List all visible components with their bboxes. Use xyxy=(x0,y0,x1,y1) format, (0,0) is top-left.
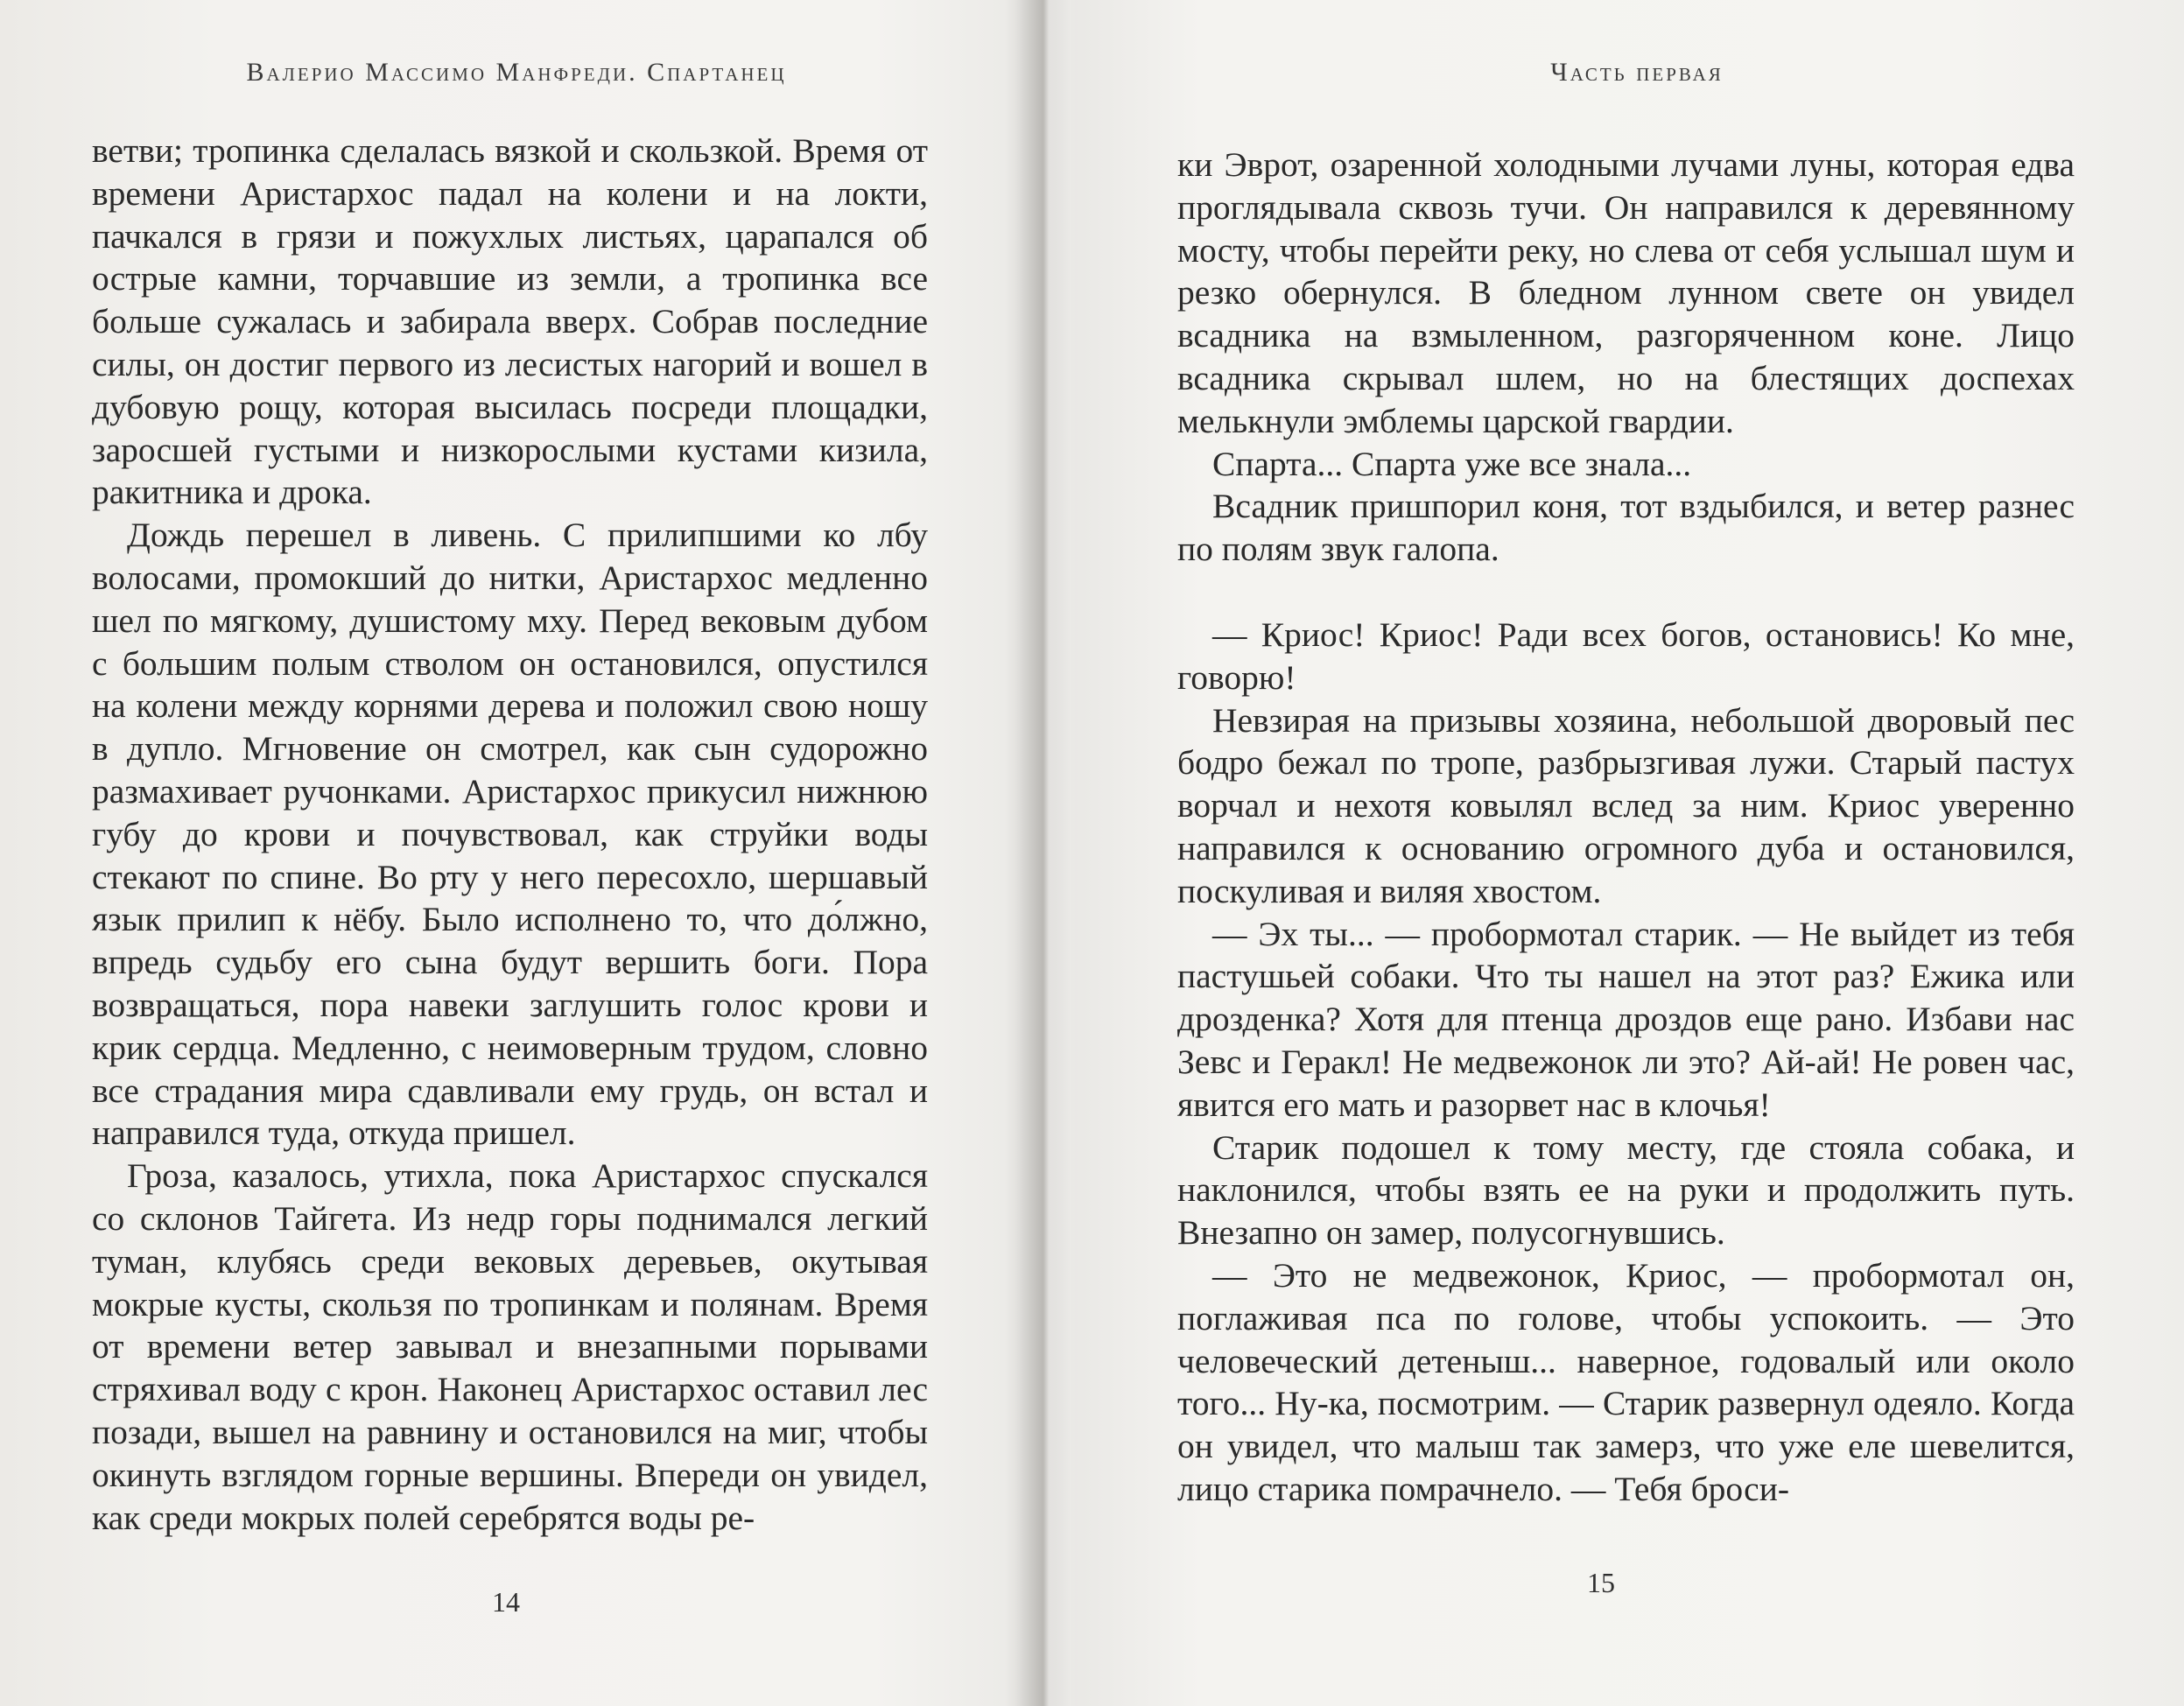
left-page xyxy=(0,0,1037,1706)
running-head-right: Часть первая xyxy=(1550,58,1724,87)
paragraph: ки Эврот, озаренной холодными лучами луны, которая едва проглядывала сквозь тучи. Он направился к деревянному мосту, чтобы перейти реку, но слева от себя услышал шум и резко обернулся. В бледном лунном свете он увидел всадника на взмыленном, разгоряченном коне. Лицо всадника скрывал шлем, но на блестящих доспехах мелькнули эмблемы царской гвардии. xyxy=(1177,145,2075,440)
right-page xyxy=(1050,0,2184,1706)
left-page-text xyxy=(92,130,928,1539)
paragraph: Невзирая на призывы хозяина, небольшой дворовый пес бодро бежал по тропе, разбрызгивая лужи. Старый пастух ворчал и нехотя ковылял вслед за ним. Криос уверенно направился к основанию огромного дуба и остановился, поскуливая и виляя хвостом. xyxy=(1177,700,2075,910)
paragraph: Старик подошел к тому месту, где стояла собака, и наклонился, чтобы взять ее на руки и продолжить путь. Внезапно он замер, полусогнувшись. xyxy=(1177,1127,2075,1253)
paragraph: — Это не медвежонок, Криос, — пробормотал он, поглаживая пса по голове, чтобы успокоить. — Это человеческий детеныш... наверное, годовалый или около того... Ну-ка, посмотрим. — Старик развернул одеяло. Когда он увидел, что малыш так замерз, что уже еле шевелится, лицо старика помрачнело. — Тебя броси- xyxy=(1177,1255,2075,1508)
page-number-left: 14 xyxy=(492,1586,520,1618)
running-head-left: Валерио Массимо Манфреди. Спартанец xyxy=(246,58,787,87)
paragraph: Гроза, казалось, утихла, пока Аристархос спускался со склонов Тайгета. Из недр горы поднимался легкий туман, клубясь среди вековых деревьев, окутывая мокрые кусты, скользя по тропинкам и полянам. Время от времени ветер завывал и внезапными порывами стряхивал воду с крон. Наконец Аристархос оставил лес позади, вышел на равнину и остановился на миг, чтобы окинуть взглядом горные вершины. Впереди он увидел, как среди мокрых полей серебрятся воды ре- xyxy=(92,1156,928,1537)
paragraph: Дождь перешел в ливень. С прилипшими ко лбу волосами, промокший до нитки, Аристархос медленно шел по мягкому, душистому мху. Перед вековым дубом с большим полым стволом он остановился, опустился на колени между корнями дерева и положил свою ношу в дупло. Мгновение он смотрел, как сын судорожно размахивает ручонками. Аристархос прикусил нижнюю губу до крови и почувствовал, как струйки воды стекают по спине. Во рту у него пересохло, шершавый язык прилип к нёбу. Было исполнено то, что до́лжно, впредь судьбу его сына будут вершить боги. Пора возвращаться, пора навеки заглушить голос крови и крик сердца. Медленно, с неимоверным трудом, словно все страдания мира сдавливали ему грудь, он встал и направился туда, откуда пришел. xyxy=(92,516,928,1153)
paragraph: — Эх ты... — пробормотал старик. — Не выйдет из тебя пастушьей собаки. Что ты нашел на этот раз? Ежика или дрозденка? Хотя для птенца дроздов еще рано. Избави нас Зевс и Геракл! Не медвежонок ли это? Ай-ай! Не ровен час, явится его мать и разорвет нас в клочья! xyxy=(1177,914,2075,1124)
paragraph: Всадник пришпорил коня, тот вздыбился, и ветер разнес по полям звук галопа. xyxy=(1177,487,2075,569)
paragraph: Спарта... Спарта уже все знала... xyxy=(1212,444,1692,483)
right-page-text xyxy=(1177,144,2075,1511)
paragraph: — Криос! Криос! Ради всех богов, остановись! Ко мне, говорю! xyxy=(1177,614,2075,697)
page-number-right: 15 xyxy=(1587,1567,1615,1598)
paragraph: ветви; тропинка сделалась вязкой и скользкой. Время от времени Аристархос падал на колени и на локти, пачкался в грязи и пожухлых листьях, царапался об острые камни, торчавшие из земли, а тропинка все больше сужалась и забирала вверх. Собрав последние силы, он достиг первого из лесистых нагорий и вошел в дубовую рощу, которая высилась посреди площадки, заросшей густыми и низкорослыми кустами кизила, ракитника и дрока. xyxy=(92,131,928,512)
